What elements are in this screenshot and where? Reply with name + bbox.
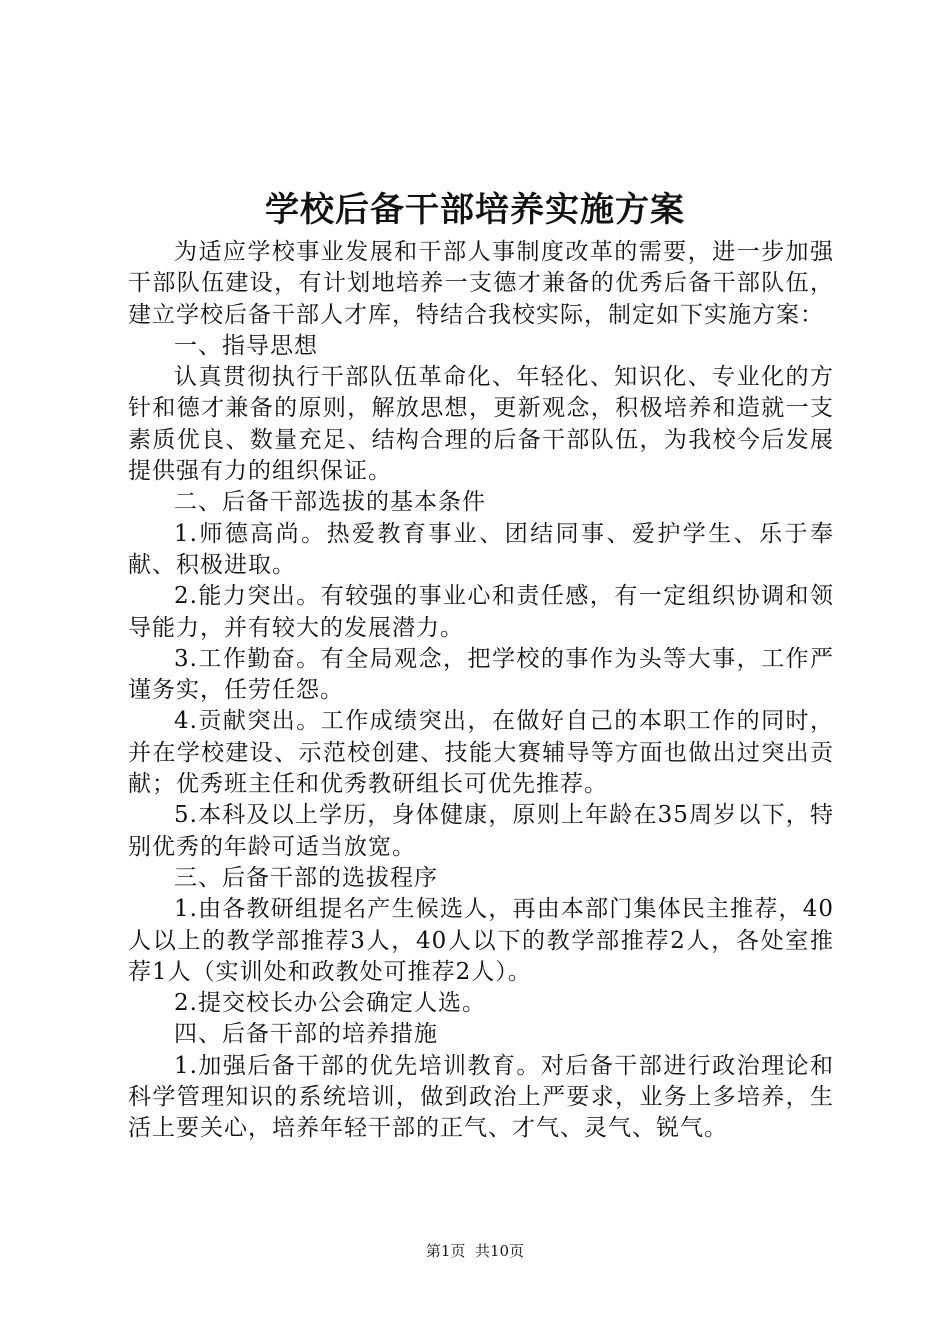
paragraph-condition-4: 4.贡献突出。工作成绩突出，在做好自己的本职工作的同时，并在学校建设、示范校创建、技能大赛辅导等方面也做出过突出贡献；优秀班主任和优秀教研组长可优先推荐。 bbox=[128, 708, 834, 798]
section-heading-1: 一、指导思想 bbox=[174, 332, 318, 359]
footer-gap bbox=[465, 1242, 475, 1260]
paragraph-procedure-2: 2.提交校长办公会确定人选。 bbox=[174, 990, 486, 1017]
page-footer bbox=[0, 1240, 950, 1262]
paragraph-measure-1: 1.加强后备干部的优先培训教育。对后备干部进行政治理论和科学管理知识的系统培训，做到政治上严要求，业务上多培养，生活上要关心，培养年轻干部的正气、才气、灵气、锐气。 bbox=[128, 1052, 834, 1142]
paragraph-condition-1: 1.师德高尚。热爱教育事业、团结同事、爱护学生、乐于奉献、积极进取。 bbox=[128, 520, 834, 578]
section-heading-2: 二、后备干部选拔的基本条件 bbox=[174, 489, 486, 516]
page-total: 共10页 bbox=[475, 1242, 525, 1260]
section-heading-3: 三、后备干部的选拔程序 bbox=[174, 864, 438, 891]
paragraph-intro: 为适应学校事业发展和干部人事制度改革的需要，进一步加强干部队伍建设，有计划地培养一支德才兼备的优秀后备干部队伍，建立学校后备干部人才库，特结合我校实际，制定如下实施方案： bbox=[128, 239, 834, 328]
section-heading-4: 四、后备干部的培养措施 bbox=[174, 1021, 438, 1048]
paragraph-condition-5: 5.本科及以上学历，身体健康，原则上年龄在35周岁以下，特别优秀的年龄可适当放宽。 bbox=[128, 802, 834, 860]
paragraph-procedure-1: 1.由各教研组提名产生候选人，再由本部门集体民主推荐，40人以上的教学部推荐3人，40人以下的教学部推荐2人，各处室推荐1人（实训处和政教处可推荐2人）。 bbox=[128, 896, 834, 985]
document-body bbox=[128, 237, 834, 1145]
paragraph-condition-3: 3.工作勤奋。有全局观念，把学校的事作为头等大事，工作严谨务实，任劳任怨。 bbox=[128, 645, 834, 704]
document-title: 学校后备干部培养实施方案 bbox=[265, 190, 685, 230]
paragraph-guiding-thought: 认真贯彻执行干部队伍革命化、年轻化、知识化、专业化的方针和德才兼备的原则，解放思想，更新观念，积极培养和造就一支素质优良、数量充足、结构合理的后备干部队伍，为我校今后发展提供强有力的组织保证。 bbox=[128, 364, 834, 485]
paragraph-condition-2: 2.能力突出。有较强的事业心和责任感，有一定组织协调和领导能力，并有较大的发展潜力。 bbox=[128, 583, 834, 641]
page-number: 第1页 bbox=[425, 1242, 466, 1260]
